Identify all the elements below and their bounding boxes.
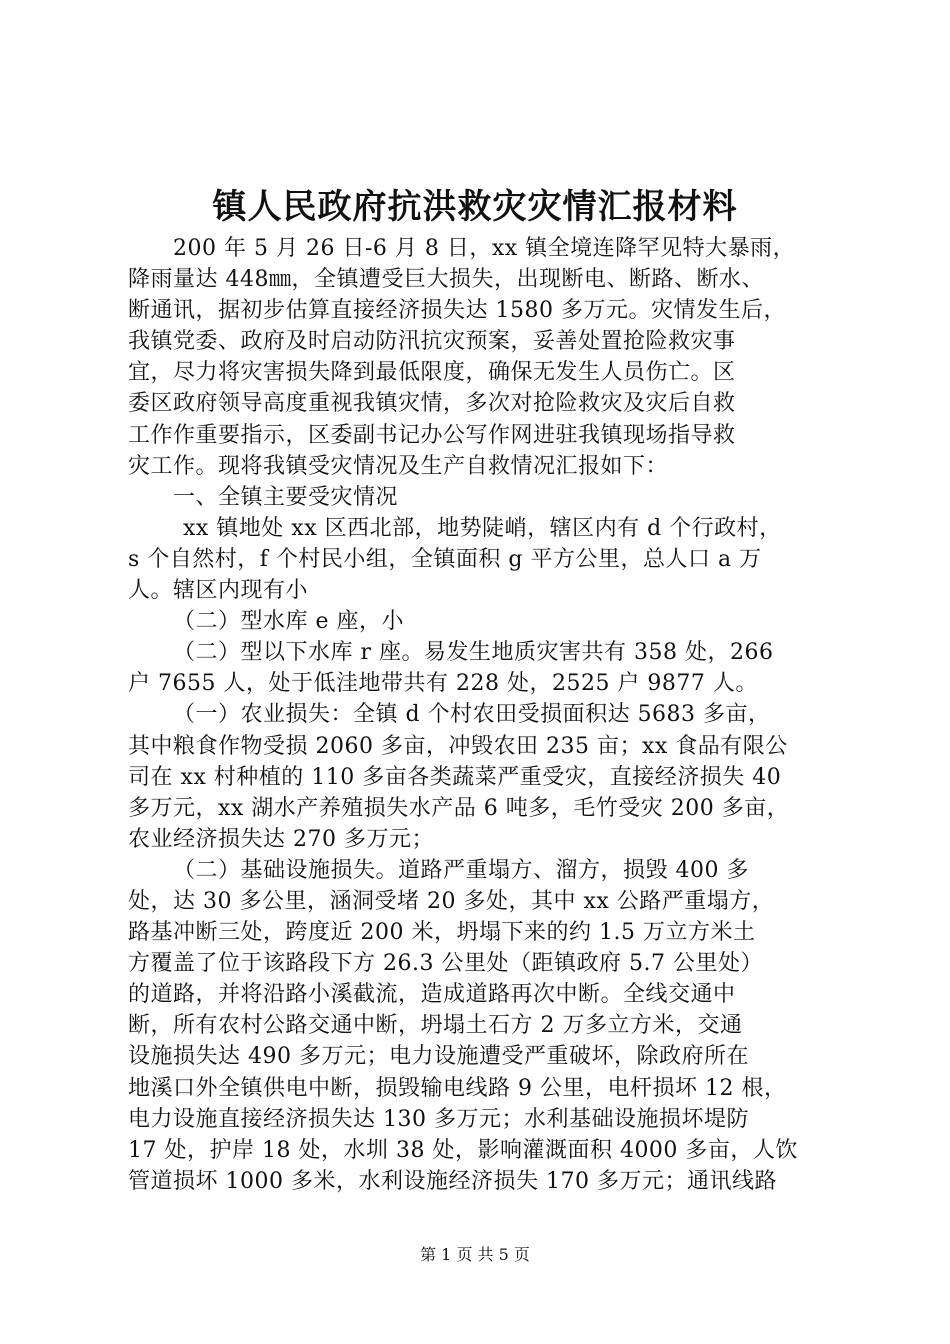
text-line: 多万元，xx 湖水产养殖损失水产品 6 吨多，毛竹受灾 200 多亩，	[128, 795, 790, 821]
text-line: 我镇党委、政府及时启动防汛抗灾预案，妥善处置抢险救灾事	[128, 329, 736, 355]
text-line: 电力设施直接经济损失达 130 多万元；水利基础设施损坏堤防	[128, 1106, 749, 1132]
text-line: （二）型以下水库 r 座。易发生地质灾害共有 358 处，266	[173, 640, 774, 666]
text-line: 灾工作。现将我镇受灾情况及生产自救情况汇报如下：	[128, 453, 669, 479]
text-line: 农业经济损失达 270 多万元；	[128, 826, 434, 852]
section-heading: 一、全镇主要受灾情况	[173, 484, 399, 510]
text-line: 的道路，并将沿路小溪截流，造成道路再次中断。全线交通中	[128, 982, 736, 1008]
text-line: 委区政府领导高度重视我镇灾情，多次对抢险救灾及灾后自救	[128, 391, 736, 417]
text-line: （二）型水库 e 座，小	[173, 609, 405, 635]
text-line: 管道损坏 1000 多米，水利设施经济损失 170 多万元；通讯线路	[128, 1168, 777, 1194]
text-line: 路基冲断三处，跨度近 200 米，坍塌下来的约 1.5 万立方米土	[128, 920, 756, 946]
text-line: （二）基础设施损失。道路严重塌方、溜方，损毁 400 多	[173, 857, 749, 883]
text-line: 断通讯，据初步估算直接经济损失达 1580 多万元。灾情发生后，	[128, 298, 786, 324]
text-line: 17 处，护岸 18 处，水圳 38 处，影响灌溉面积 4000 多亩，人饮	[128, 1137, 798, 1163]
page-footer: 第 1 页 共 5 页	[420, 1245, 530, 1264]
document-title: 镇人民政府抗洪救灾灾情汇报材料	[212, 187, 738, 227]
text-line: 降雨量达 448㎜，全镇遭受巨大损失，出现断电、断路、断水、	[128, 267, 764, 293]
text-line: xx 镇地处 xx 区西北部，地势陡峭，辖区内有 d 个行政村，	[183, 515, 782, 541]
text-line: 方覆盖了位于该路段下方 26.3 公里处（距镇政府 5.7 公里处）	[128, 951, 763, 977]
text-line: s 个自然村，f 个村民小组，全镇面积 g 平方公里，总人口 a 万	[128, 546, 762, 572]
text-line: 地溪口外全镇供电中断，损毁输电线路 9 公里，电杆损坏 12 根，	[128, 1075, 787, 1101]
text-line: 200 年 5 月 26 日-6 月 8 日，xx 镇全境连降罕见特大暴雨，	[173, 236, 796, 261]
text-line: 人。辖区内现有小	[128, 578, 309, 604]
text-line: 设施损失达 490 多万元；电力设施遭受严重破坏，除政府所在	[128, 1044, 749, 1070]
text-line: 断，所有农村公路交通中断，坍塌土石方 2 万多立方米，交通	[128, 1013, 743, 1039]
document-body	[128, 233, 828, 1197]
text-line: 工作作重要指示，区委副书记办公写作网进驻我镇现场指导救	[128, 422, 736, 448]
text-line: 其中粮食作物受损 2060 多亩，冲毁农田 235 亩；xx 食品有限公	[128, 733, 788, 759]
text-line: 宜，尽力将灾害损失降到最低限度，确保无发生人员伤亡。区	[128, 360, 736, 386]
text-line: （一）农业损失：全镇 d 个村农田受损面积达 5683 多亩，	[173, 702, 771, 728]
text-line: 户 7655 人，处于低洼地带共有 228 处，2525 户 9877 人。	[128, 671, 758, 697]
text-line: 司在 xx 村种植的 110 多亩各类蔬菜严重受灾，直接经济损失 40	[128, 764, 782, 790]
text-line: 处，达 30 多公里，涵洞受堵 20 多处，其中 xx 公路严重塌方，	[128, 888, 775, 914]
